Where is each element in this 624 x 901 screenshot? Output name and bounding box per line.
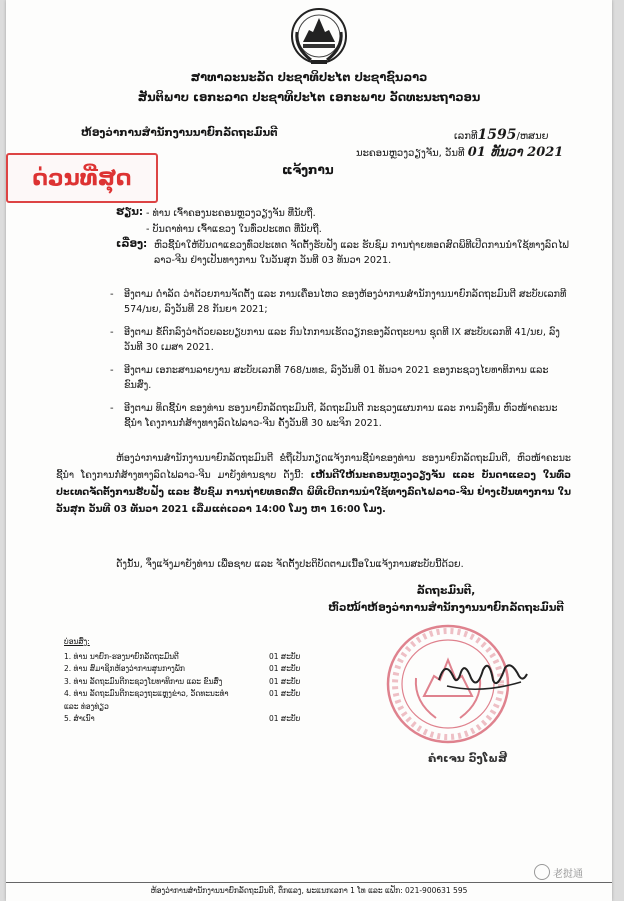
ref-bullet: - — [110, 289, 114, 300]
recipient-1: - ທ່ານ ເຈົ້າຄອງນະຄອນຫຼວງວຽງຈັນ ທີ່ນັບຖື. — [146, 208, 316, 219]
handwritten-signature-icon — [431, 650, 531, 700]
distribution-label: 4. ທ່ານ ລັດຖະມົນຕີກະຊວງຖະແຫຼງຂ່າວ, ວັດທະນະທຳ — [64, 689, 229, 698]
distribution-label: ແລະ ທ່ອງທ່ຽວ — [64, 701, 109, 711]
distribution-item — [64, 663, 300, 676]
document-number — [454, 127, 549, 143]
document-page — [6, 0, 612, 901]
ref-bullet: - — [110, 365, 114, 376]
distribution-count: 01 ສະບັບ — [269, 689, 301, 698]
national-emblem-icon — [289, 2, 349, 66]
distribution-label: 1. ທ່ານ ນາຍົກ-ຮອງນາຍົກລັດຖະມົນຕີ — [64, 651, 179, 661]
signature-title-1: ລັດຖະມົນຕີ, — [416, 585, 476, 597]
watermark-logo-icon — [534, 864, 550, 880]
distribution-item — [64, 651, 300, 664]
doc-number-label: ເລກທີ — [454, 131, 478, 142]
distribution-item — [64, 701, 300, 714]
distribution-heading: ບ່ອນສົ່ງ: — [64, 637, 90, 646]
body-bold-text: ເຫັນດີໃຫ້ນະຄອນຫຼວງວຽງຈັນ ແລະ ບັນດາແຂວງ ໃນທົ່ວປະເທດຈັດຕັ້ງການຮັບຟັງ ແລະ ຮັບຊົມ ການຖ່າຍທອດສົດ ພິທີເປີດການນຳໃຊ້ທາງລົດໄຟລາວ-ຈີນ ຢ່າງເປັນທາງການ ໃນວັນສຸກ ວັນທີ 03 ທັນວາ 2021 ເລີ່ມແຕ່ເວລາ 14:00 ໂມງ ຫາ 16:00 ໂມງ. — [56, 470, 571, 515]
watermark-text: 老挝通 — [553, 868, 583, 880]
document-title: ແຈ້ງການ — [282, 163, 334, 177]
signatory-name: ຄຳເຈນ ວົງໂພສີ — [428, 752, 508, 765]
footer-divider — [6, 882, 612, 883]
reference-4: ອີງຕາມ ທິດຊີ້ນຳ ຂອງທ່ານ ຮອງນາຍົກລັດຖະມົນຕີ, ລັດຖະມົນຕີ ກະຊວງແຜນການ ແລະ ການລົງທຶນ ຫົວໜ້າຄະນະຊີ້ນຳ ໂຄງການກໍ່ສ້າງທາງລົດໄຟລາວ-ຈີນ ຄັ້ງວັນທີ 30 ພະຈິກ 2021. — [124, 403, 558, 429]
body-text: ຫ້ອງວ່າການສຳນັກງານນາຍົກລັດຖະມົນຕີ ຂໍຖືເປັນກຽດແຈ້ງການຊີ້ນຳຂອງທ່ານ ຮອງນາຍົກລັດຖະມົນຕີ, ຫົວໜ້າຄະນະຊີ້ນຳ ໂຄງການກໍ່ສ້າງທາງລົດໄຟລາວ-ຈີນ ມາຍັງທ່ານຊາບ ດັ່ງນີ້: — [56, 453, 571, 481]
doc-number-value: 1595 — [477, 127, 517, 143]
distribution-count: 01 ສະບັບ — [269, 651, 301, 661]
subject-label: ເລື່ອງ: — [116, 238, 148, 250]
distribution-item — [64, 688, 300, 701]
closing-paragraph: ດັ່ງນັ້ນ, ຈຶ່ງແຈ້ງມາຍັງທ່ານ ເພື່ອຊາບ ແລະ ຈັດຕັ້ງປະຕິບັດຕາມເນື້ອໃນແຈ້ງການສະບັບນີ້ດ້ວຍ. — [116, 559, 464, 570]
distribution-count: 01 ສະບັບ — [269, 664, 301, 673]
national-header-line2: ສັນຕິພາບ ເອກະລາດ ປະຊາທິປະໄຕ ເອກະພາບ ວັດທະນະຖາວອນ — [137, 90, 481, 104]
document-date — [356, 145, 563, 160]
watermark — [534, 864, 583, 880]
distribution-count: 01 ສະບັບ — [269, 676, 301, 686]
subject-text: ຫົວຊີ້ນຳໃຫ້ບັນດາແຂວງທົ່ວປະເທດ ຈັດຕັ້ງຮັບຟັງ ແລະ ຮັບຊົມ ການຖ່າຍທອດສົດພິທີເປີດການນຳໃຊ້ທາງລົດໄຟລາວ-ຈີນ ຢ່າງເປັນທາງການ ໃນວັນສຸກ ວັນທີ 03 ທັນວາ 2021. — [154, 240, 569, 266]
urgent-stamp: ດ່ວນທີ່ສຸດ — [6, 153, 158, 203]
date-value: 01 ທັນວາ 2021 — [467, 145, 564, 160]
reference-3: ອີງຕາມ ເອກະສານລາຍງານ ສະບັບເລກທີ 768/ນທຂ, ລົງວັນທີ 01 ທັນວາ 2021 ຂອງກະຊວງໄຍທາທິການ ແລະ ຂົນສົ່ງ. — [124, 365, 549, 391]
signature-title-2: ຫົວໜ້າຫ້ອງວ່າການສຳນັກງານນາຍົກລັດຖະມົນຕີ — [328, 602, 564, 614]
footer-address: ຫ້ອງວ່າການສຳນັກງານນາຍົກລັດຖະມົນຕີ, ຕຶກແລງ, ພະແນກເລກາ 1 ໂທ ແລະ ແຟັກ: 021-900631 595 — [150, 886, 468, 895]
date-prefix: ນະຄອນຫຼວງວຽງຈັນ, ວັນທີ — [356, 148, 465, 159]
reference-2: ອີງຕາມ ຂໍ້ຕົກລົງວ່າດ້ວຍລະບຽບການ ແລະ ກົນໄກການເຮັດວຽກຂອງລັດຖະບານ ຊຸດທີ IX ສະບັບເລກທີ 41/ນຍ, ລົງວັນທີ 30 ເມສາ 2021. — [124, 327, 560, 353]
ref-bullet: - — [110, 327, 114, 338]
distribution-count: 01 ສະບັບ — [269, 714, 301, 723]
distribution-label: 5. ສຳເນົາ — [64, 714, 95, 723]
issuing-office: ຫ້ອງວ່າການສຳນັກງານນາຍົກລັດຖະມົນຕີ — [81, 127, 278, 139]
distribution-label: 3. ທ່ານ ລັດຖະມົນຕີກະຊວງໂຍທາທິການ ແລະ ຂົນສົ່ງ — [64, 676, 223, 686]
national-header-line1: ສາທາລະນະລັດ ປະຊາທິປະໄຕ ປະຊາຊົນລາວ — [190, 70, 428, 84]
reference-1: ອີງຕາມ ດຳລັດ ວ່າດ້ວຍການຈັດຕັ້ງ ແລະ ການເຄື່ອນໄຫວ ຂອງຫ້ອງວ່າການສຳນັກງານນາຍົກລັດຖະມົນຕີ ສະບັບເລກທີ 574/ນຍ, ລົງວັນທີ 28 ກັນຍາ 2021; — [124, 289, 567, 315]
distribution-list — [64, 636, 300, 726]
ref-bullet: - — [110, 403, 114, 414]
recipient-2: - ບັນດາທ່ານ ເຈົ້າແຂວງ ໃນທົ່ວປະເທດ ທີ່ນັບຖື. — [146, 224, 322, 235]
doc-number-suffix: /ຫສນຍ — [516, 131, 549, 142]
body-paragraph — [56, 450, 571, 518]
distribution-item — [64, 713, 300, 726]
distribution-item — [64, 676, 300, 689]
recipients-label: ຮຽນ: — [116, 206, 144, 218]
distribution-label: 2. ທ່ານ ສົມາຊິກຫ້ອງວ່າການສູນກາງພັກ — [64, 664, 185, 673]
